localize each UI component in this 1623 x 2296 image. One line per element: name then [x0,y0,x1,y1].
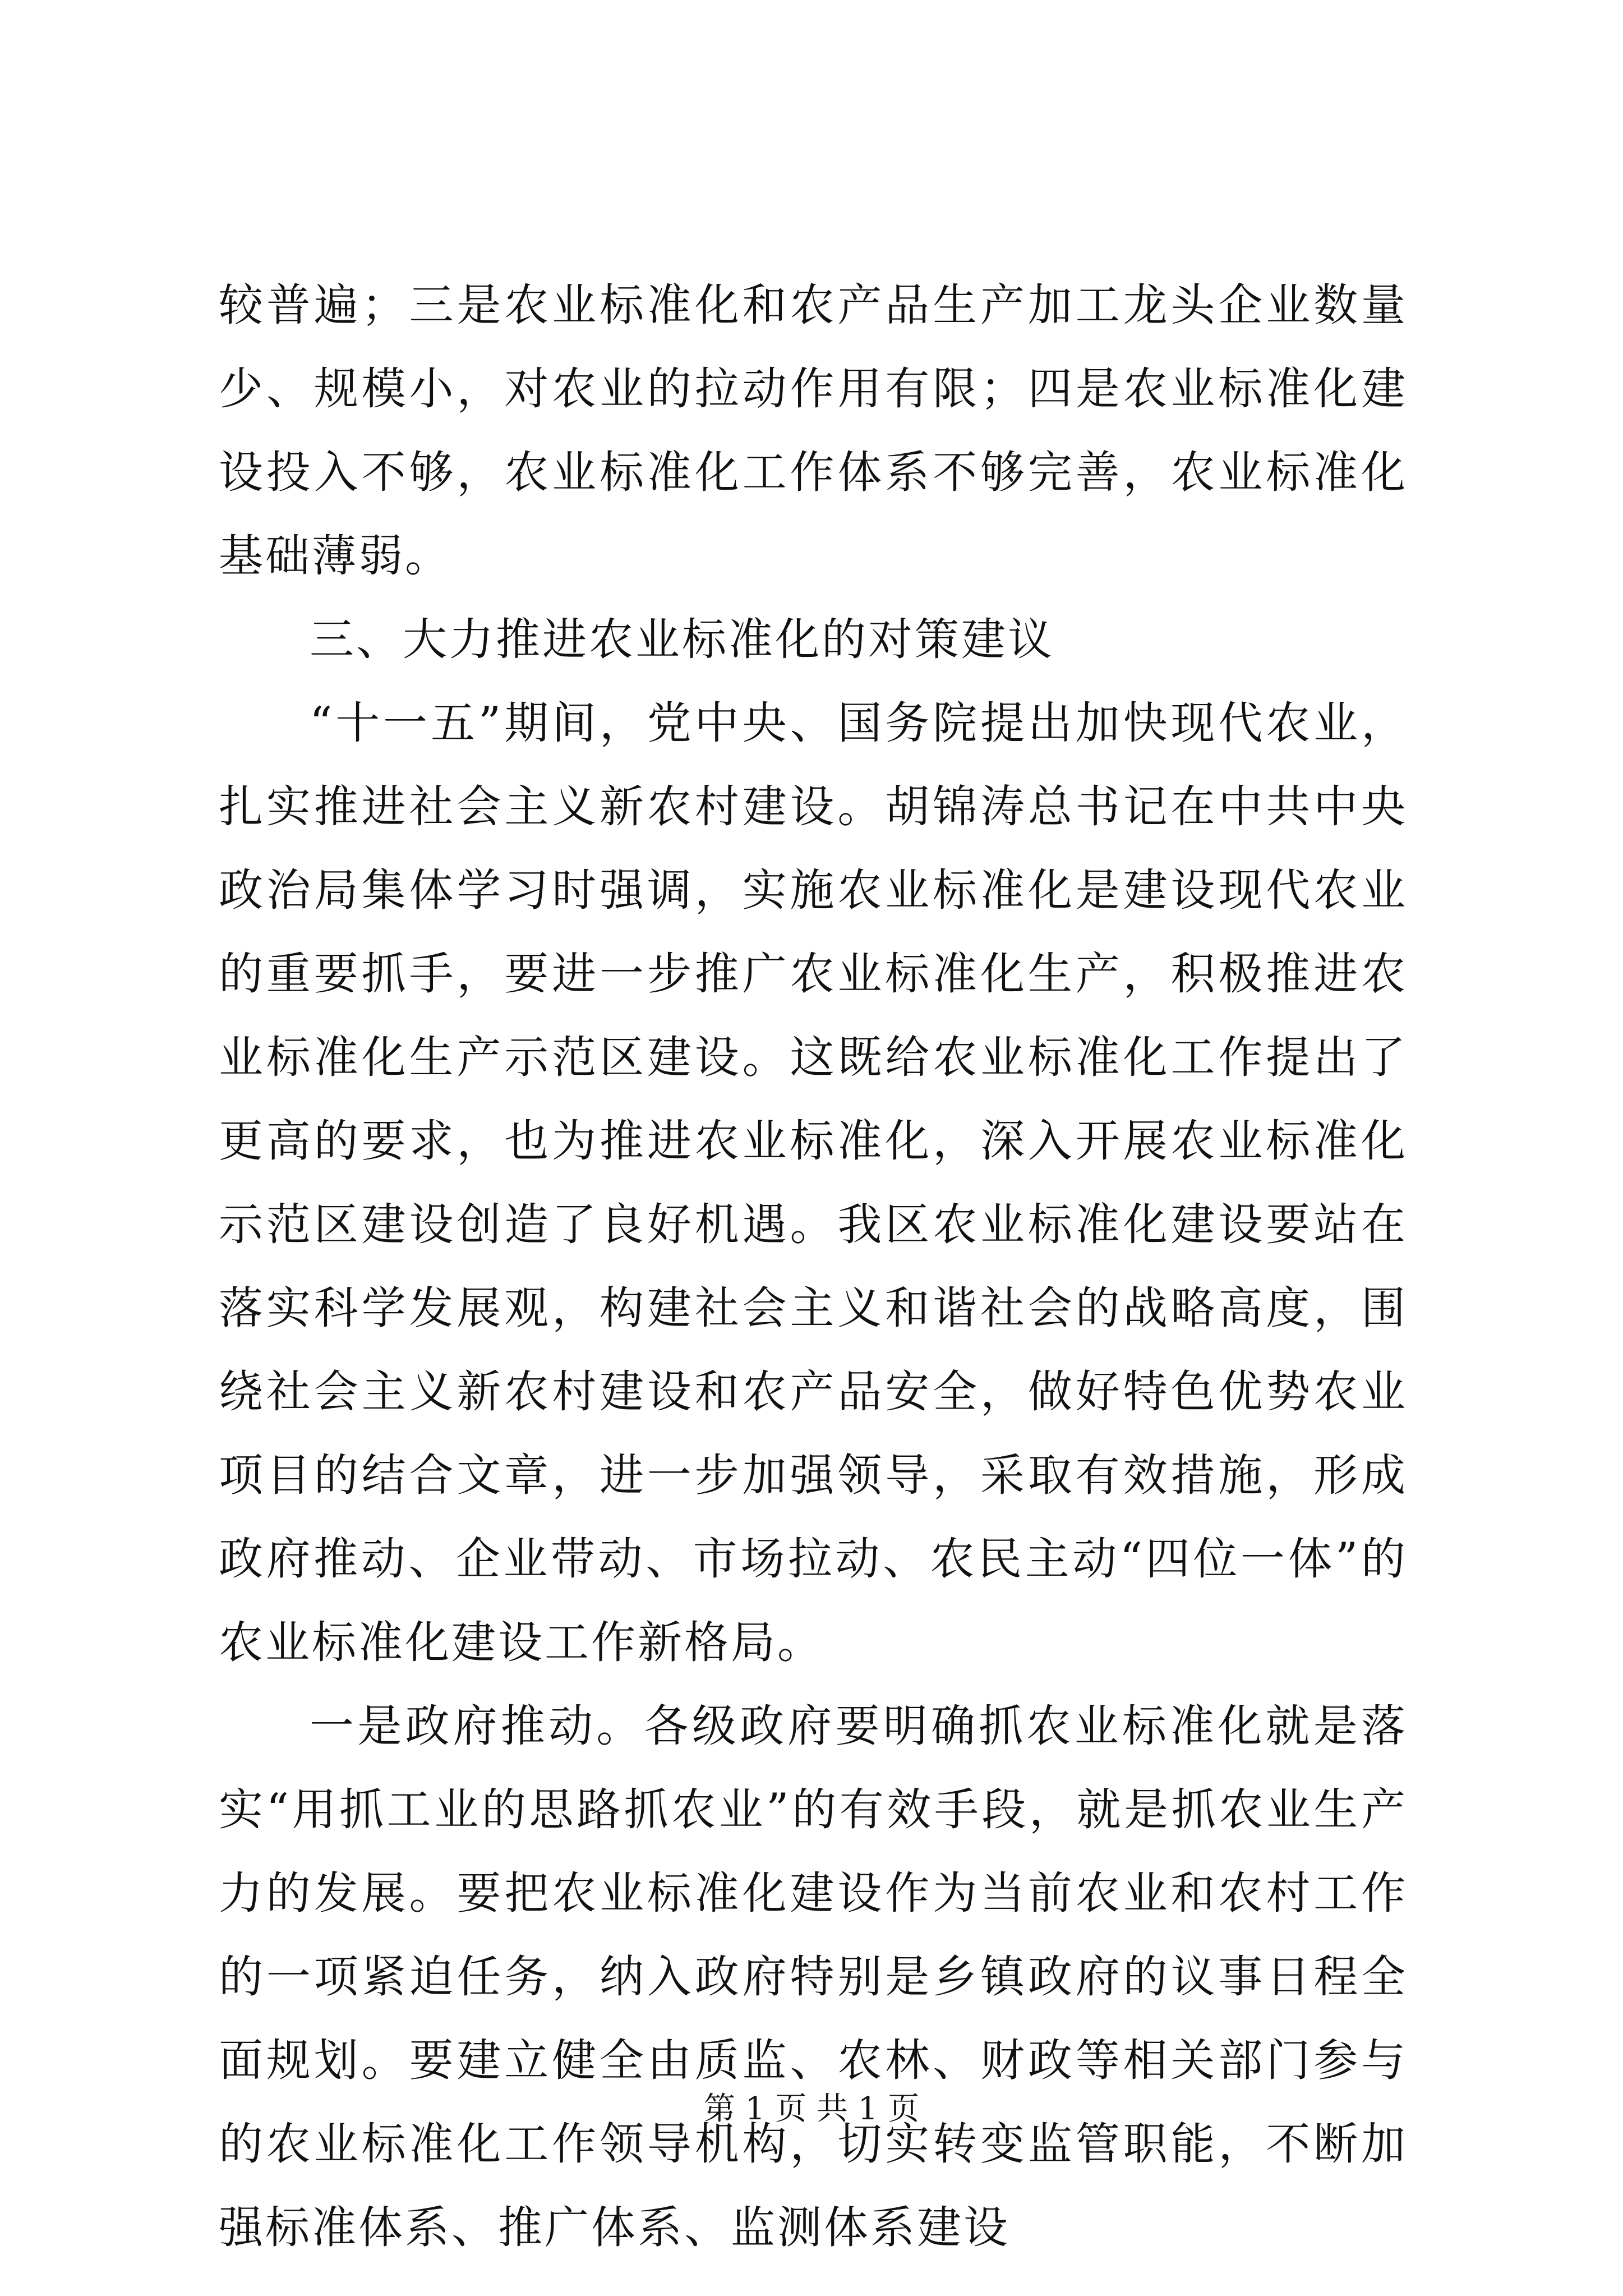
paragraph-policy-background: “十一五”期间，党中央、国务院提出加快现代农业，扎实推进社会主义新农村建设。胡锦涛总书记在中共中央政治局集体学习时强调，实施农业标准化是建设现代农业的重要抓手，要进一步推广农业标准化生产，积极推进农业标准化生产示范区建设。这既给农业标准化工作提出了更高的要求，也为推进农业标准化，深入开展农业标准化示范区建设创造了良好机遇。我区农业标准化建设要站在落实科学发展观，构建社会主义和谐社会的战略高度，围绕社会主义新农村建设和农产品安全，做好特色优势农业项目的结合文章，进一步加强领导，采取有效措施，形成政府推动、企业带动、市场拉动、农民主动“四位一体”的农业标准化建设工作新格局。 [219,697,1408,1668]
paragraph-government-promotion: 一是政府推动。各级政府要明确抓农业标准化就是落实“用抓工业的思路抓农业”的有效手段，就是抓农业生产力的发展。要把农业标准化建设作为当前农业和农村工作的一项紧迫任务，纳入政府特别是乡镇政府的议事日程全面规划。要建立健全由质监、农林、财政等相关部门参与的农业标准化工作领导机构，切实转变监管职能，不断加强标准体系、推广体系、监测体系建设 [219,1700,1408,2253]
document-body [219,264,1408,2270]
page-number-footer: 第 1 页 共 1 页 [703,2091,920,2127]
section-heading: 三、大力推进农业标准化的对策建议 [310,614,1054,665]
paragraph-continuation: 较普遍；三是农业标准化和农产品生产加工龙头企业数量少、规模小，对农业的拉动作用有限；四是农业标准化建设投入不够，农业标准化工作体系不够完善，农业标准化基础薄弱。 [219,279,1408,582]
